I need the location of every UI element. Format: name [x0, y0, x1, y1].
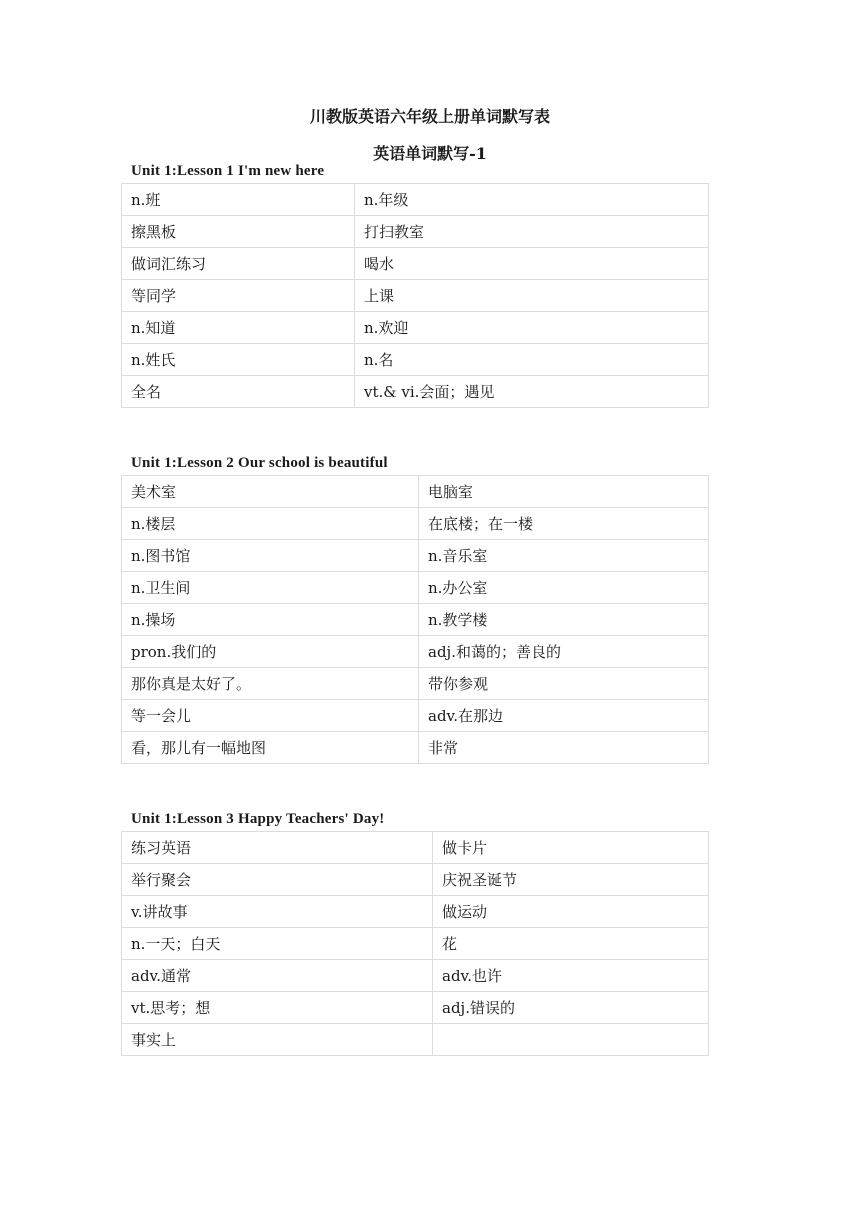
table-cell: adj.错误的: [433, 992, 709, 1024]
table-cell: 看，那儿有一幅地图: [122, 732, 419, 764]
table-cell: 喝水: [355, 248, 709, 280]
table-cell: 做词汇练习: [122, 248, 355, 280]
table-cell: n.年级: [355, 184, 709, 216]
table-row: [122, 864, 709, 896]
table-cell: n.卫生间: [122, 572, 419, 604]
table-row: [122, 184, 709, 216]
section-heading-lesson-2: Unit 1:Lesson 2 Our school is beautiful: [131, 455, 388, 471]
table-row: [122, 476, 709, 508]
table-cell: 等一会儿: [122, 700, 419, 732]
table-cell: 擦黑板: [122, 216, 355, 248]
table-row: [122, 1024, 709, 1056]
table-cell: adv.也许: [433, 960, 709, 992]
table-cell: n.教学楼: [419, 604, 709, 636]
section-heading-lesson-1: Unit 1:Lesson 1 I'm new here: [131, 163, 325, 179]
table-cell: 举行聚会: [122, 864, 433, 896]
table-cell: n.姓氏: [122, 344, 355, 376]
table-cell: n.名: [355, 344, 709, 376]
table-row: [122, 604, 709, 636]
table-cell: n.音乐室: [419, 540, 709, 572]
document-subtitle: 英语单词默写-1: [373, 144, 487, 163]
document-title: 川教版英语六年级上册单词默写表: [309, 107, 550, 126]
table-cell: n.知道: [122, 312, 355, 344]
table-cell: 上课: [355, 280, 709, 312]
table-cell: pron.我们的: [122, 636, 419, 668]
table-cell: 练习英语: [122, 832, 433, 864]
section-heading-lesson-3: Unit 1:Lesson 3 Happy Teachers' Day!: [131, 811, 385, 827]
table-cell: adj.和蔼的；善良的: [419, 636, 709, 668]
vocab-table-lesson-3: [121, 831, 709, 1056]
table-row: [122, 216, 709, 248]
table-row: [122, 832, 709, 864]
table-cell: v.讲故事: [122, 896, 433, 928]
table-cell: adv.通常: [122, 960, 433, 992]
table-cell: 庆祝圣诞节: [433, 864, 709, 896]
table-cell: 全名: [122, 376, 355, 408]
table-cell: n.图书馆: [122, 540, 419, 572]
table-row: [122, 960, 709, 992]
table-cell: adv.在那边: [419, 700, 709, 732]
table-row: [122, 376, 709, 408]
table-cell: 在底楼；在一楼: [419, 508, 709, 540]
table-row: [122, 248, 709, 280]
table-row: [122, 732, 709, 764]
table-cell: 电脑室: [419, 476, 709, 508]
table-row: [122, 896, 709, 928]
table-cell: vt.& vi.会面；遇见: [355, 376, 709, 408]
table-row: [122, 668, 709, 700]
table-cell: n.楼层: [122, 508, 419, 540]
table-cell: n.办公室: [419, 572, 709, 604]
table-cell: n.班: [122, 184, 355, 216]
table-cell: 带你参观: [419, 668, 709, 700]
table-row: [122, 992, 709, 1024]
table-row: [122, 700, 709, 732]
vocab-table-lesson-1: [121, 183, 709, 408]
table-cell: 美术室: [122, 476, 419, 508]
table-row: [122, 344, 709, 376]
vocab-table-lesson-2: [121, 475, 709, 764]
table-row: [122, 508, 709, 540]
table-row: [122, 928, 709, 960]
table-row: [122, 540, 709, 572]
table-cell: 等同学: [122, 280, 355, 312]
table-cell: n.欢迎: [355, 312, 709, 344]
table-cell: vt.思考；想: [122, 992, 433, 1024]
table-cell: [433, 1024, 709, 1056]
table-cell: 非常: [419, 732, 709, 764]
table-row: [122, 312, 709, 344]
table-row: [122, 280, 709, 312]
table-cell: 打扫教室: [355, 216, 709, 248]
table-row: [122, 572, 709, 604]
table-cell: 那你真是太好了。: [122, 668, 419, 700]
table-cell: 做卡片: [433, 832, 709, 864]
table-cell: 花: [433, 928, 709, 960]
table-row: [122, 636, 709, 668]
table-cell: n.一天；白天: [122, 928, 433, 960]
table-cell: 事实上: [122, 1024, 433, 1056]
table-cell: 做运动: [433, 896, 709, 928]
table-cell: n.操场: [122, 604, 419, 636]
